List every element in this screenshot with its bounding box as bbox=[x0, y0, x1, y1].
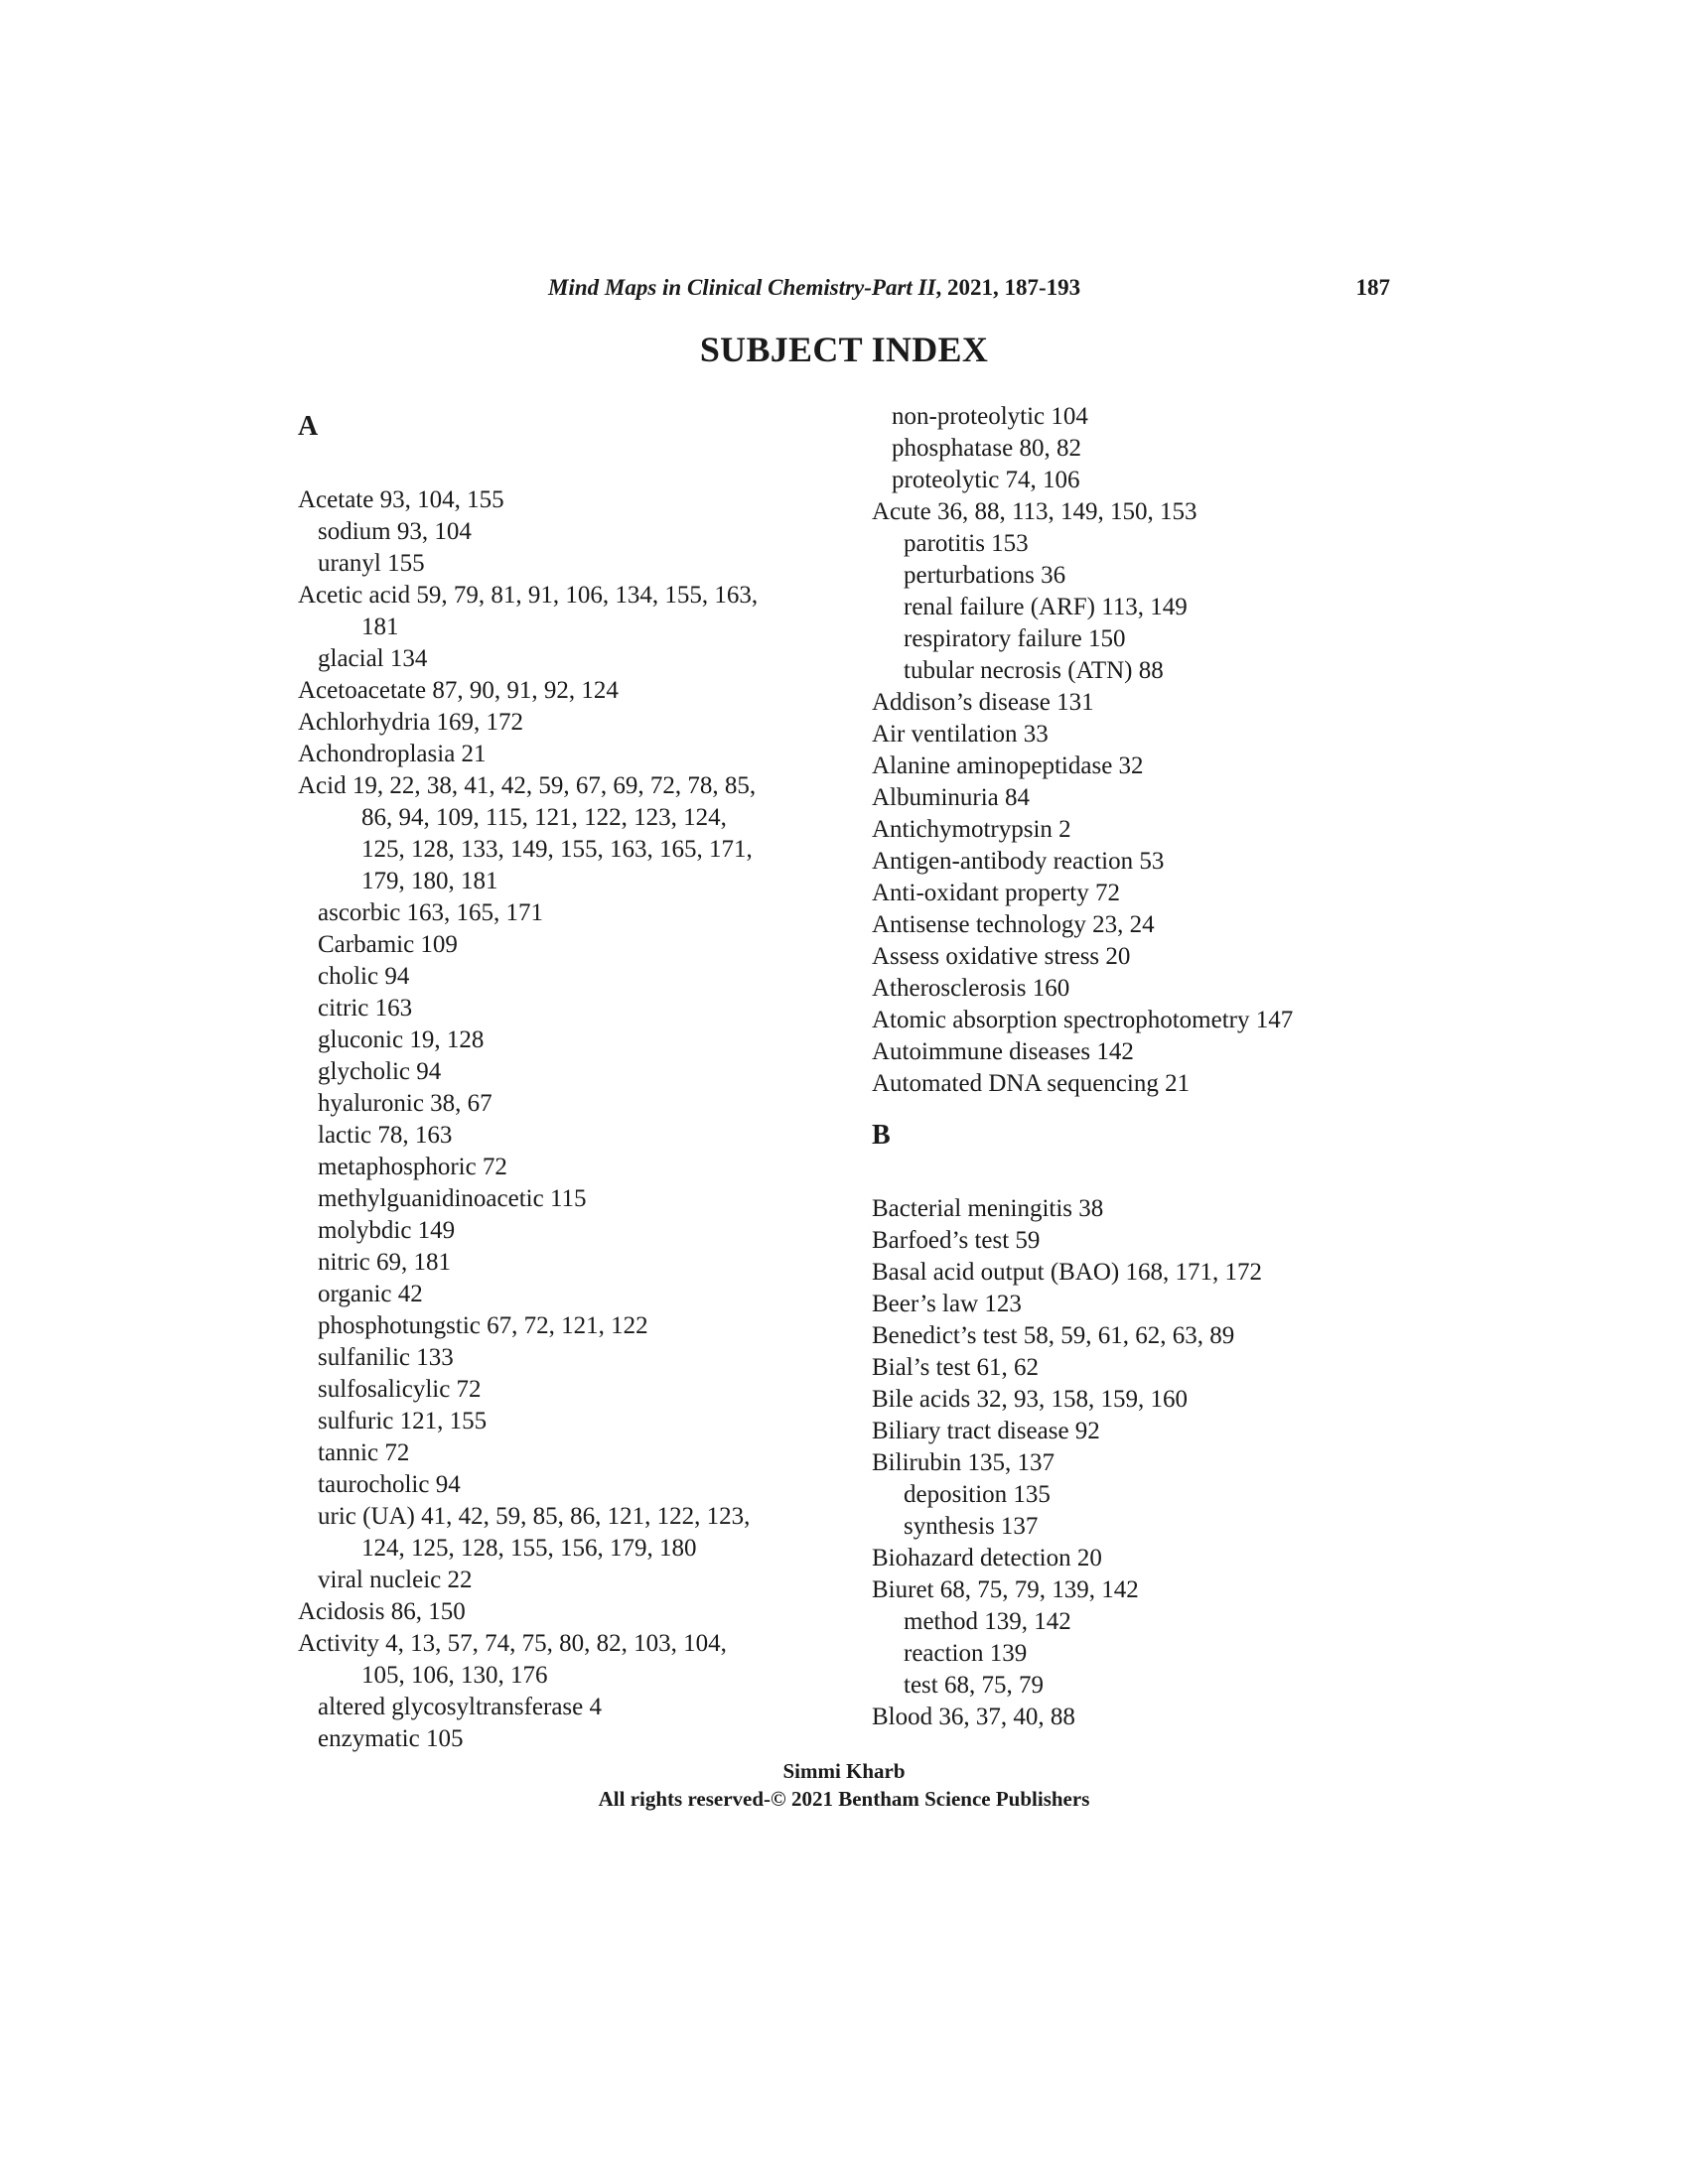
index-entry: Antichymotrypsin 2 bbox=[872, 816, 1071, 843]
index-subentry: taurocholic 94 bbox=[318, 1471, 461, 1498]
index-subentry: deposition 135 bbox=[904, 1481, 1051, 1508]
footer-copyright: All rights reserved-© 2021 Bentham Science Publishers bbox=[598, 1787, 1090, 1811]
index-entry: Anti-oxidant property 72 bbox=[872, 880, 1120, 906]
index-entry: Acute 36, 88, 113, 149, 150, 153 bbox=[872, 498, 1197, 525]
index-subentry: synthesis 137 bbox=[904, 1513, 1039, 1540]
index-subentry: sulfosalicylic 72 bbox=[318, 1376, 482, 1403]
index-entries-a bbox=[298, 484, 834, 1755]
index-entry: Bile acids 32, 93, 158, 159, 160 bbox=[872, 1386, 1189, 1413]
index-subentry: cholic 94 bbox=[318, 963, 410, 990]
index-subentry: tannic 72 bbox=[318, 1439, 410, 1466]
index-subentry: metaphosphoric 72 bbox=[318, 1154, 507, 1180]
index-subentry: renal failure (ARF) 113, 149 bbox=[904, 594, 1188, 620]
index-subentry: non-proteolytic 104 bbox=[892, 403, 1088, 430]
section-letter-b: B bbox=[872, 1120, 891, 1151]
index-entry: Benedict’s test 58, 59, 61, 62, 63, 89 bbox=[872, 1322, 1235, 1349]
index-subentry: proteolytic 74, 106 bbox=[892, 467, 1080, 493]
index-subentry: uric (UA) 41, 42, 59, 85, 86, 121, 122, 123, bbox=[318, 1503, 751, 1530]
index-entry: Assess oxidative stress 20 bbox=[872, 943, 1131, 970]
index-subentry: viral nucleic 22 bbox=[318, 1567, 473, 1593]
index-entry: Autoimmune diseases 142 bbox=[872, 1038, 1134, 1065]
index-subentry: organic 42 bbox=[318, 1281, 423, 1307]
index-entry: Acid 19, 22, 38, 41, 42, 59, 67, 69, 72, 78, 85, bbox=[298, 772, 757, 799]
index-subentry: nitric 69, 181 bbox=[318, 1249, 452, 1276]
index-subentry: reaction 139 bbox=[904, 1640, 1028, 1667]
index-entry: Activity 4, 13, 57, 74, 75, 80, 82, 103, 104, bbox=[298, 1630, 727, 1657]
index-entries-a-continued bbox=[872, 401, 1428, 1100]
index-entry: Atomic absorption spectrophotometry 147 bbox=[872, 1007, 1294, 1033]
index-subentry: Carbamic 109 bbox=[318, 931, 458, 958]
index-entry-continuation: 179, 180, 181 bbox=[361, 868, 498, 894]
index-entry: Albuminuria 84 bbox=[872, 784, 1031, 811]
index-subentry: glycholic 94 bbox=[318, 1058, 442, 1085]
index-subentry: altered glycosyltransferase 4 bbox=[318, 1694, 602, 1720]
index-subentry: hyaluronic 38, 67 bbox=[318, 1090, 492, 1117]
index-entry: Beer’s law 123 bbox=[872, 1291, 1022, 1317]
index-entry: Basal acid output (BAO) 168, 171, 172 bbox=[872, 1259, 1263, 1286]
index-subentry: ascorbic 163, 165, 171 bbox=[318, 899, 544, 926]
index-entry: Antigen-antibody reaction 53 bbox=[872, 848, 1165, 875]
index-entry: Bial’s test 61, 62 bbox=[872, 1354, 1040, 1381]
index-subentry: citric 163 bbox=[318, 995, 413, 1022]
footer-author: Simmi Kharb bbox=[782, 1759, 906, 1783]
journal-title: Mind Maps in Clinical Chemistry-Part II bbox=[548, 275, 936, 300]
index-entry: Alanine aminopeptidase 32 bbox=[872, 752, 1144, 779]
running-head bbox=[298, 270, 1390, 306]
index-entry: Blood 36, 37, 40, 88 bbox=[872, 1704, 1075, 1730]
index-subentry: tubular necrosis (ATN) 88 bbox=[904, 657, 1164, 684]
index-subentry: perturbations 36 bbox=[904, 562, 1066, 589]
index-entry-continuation: 105, 106, 130, 176 bbox=[361, 1662, 548, 1689]
index-subentry: molybdic 149 bbox=[318, 1217, 456, 1244]
index-entry-continuation: 124, 125, 128, 155, 156, 179, 180 bbox=[361, 1535, 697, 1562]
index-entry-continuation: 181 bbox=[361, 614, 399, 640]
section-letter-a: A bbox=[298, 411, 319, 442]
index-entry: Automated DNA sequencing 21 bbox=[872, 1070, 1191, 1097]
index-subentry: glacial 134 bbox=[318, 645, 428, 672]
index-subentry: lactic 78, 163 bbox=[318, 1122, 453, 1149]
page-footer bbox=[0, 1757, 1688, 1813]
index-subentry: respiratory failure 150 bbox=[904, 625, 1126, 652]
journal-citation bbox=[548, 270, 1080, 306]
index-entry: Antisense technology 23, 24 bbox=[872, 911, 1155, 938]
index-entry-continuation: 125, 128, 133, 149, 155, 163, 165, 171, bbox=[361, 836, 753, 863]
index-subentry: sodium 93, 104 bbox=[318, 518, 472, 545]
index-entry: Atherosclerosis 160 bbox=[872, 975, 1070, 1002]
index-entry-continuation: 86, 94, 109, 115, 121, 122, 123, 124, bbox=[361, 804, 727, 831]
index-subentry: method 139, 142 bbox=[904, 1608, 1071, 1635]
index-subentry: methylguanidinoacetic 115 bbox=[318, 1185, 587, 1212]
index-entry: Bacterial meningitis 38 bbox=[872, 1195, 1104, 1222]
index-entry: Acetic acid 59, 79, 81, 91, 106, 134, 155, 163, bbox=[298, 582, 759, 609]
index-column-right bbox=[872, 401, 1428, 1733]
index-entry: Acidosis 86, 150 bbox=[298, 1598, 466, 1625]
index-subentry: parotitis 153 bbox=[904, 530, 1029, 557]
index-entry: Addison’s disease 131 bbox=[872, 689, 1094, 716]
index-entry: Biohazard detection 20 bbox=[872, 1545, 1102, 1571]
index-subentry: phosphotungstic 67, 72, 121, 122 bbox=[318, 1312, 648, 1339]
index-subentry: enzymatic 105 bbox=[318, 1725, 464, 1752]
index-entry: Achondroplasia 21 bbox=[298, 741, 487, 767]
index-entry: Acetate 93, 104, 155 bbox=[298, 486, 504, 513]
index-entry: Achlorhydria 169, 172 bbox=[298, 709, 524, 736]
index-subentry: uranyl 155 bbox=[318, 550, 425, 577]
index-subentry: test 68, 75, 79 bbox=[904, 1672, 1044, 1699]
page-number: 187 bbox=[1355, 275, 1390, 300]
index-entry: Biliary tract disease 92 bbox=[872, 1418, 1100, 1444]
page-title: SUBJECT INDEX bbox=[699, 330, 989, 369]
index-entries-b bbox=[872, 1193, 1428, 1733]
index-entry: Barfoed’s test 59 bbox=[872, 1227, 1041, 1254]
index-subentry: phosphatase 80, 82 bbox=[892, 435, 1081, 462]
index-entry: Biuret 68, 75, 79, 139, 142 bbox=[872, 1576, 1139, 1603]
index-column-left bbox=[298, 401, 834, 1755]
index-entry: Air ventilation 33 bbox=[872, 721, 1049, 748]
index-subentry: sulfuric 121, 155 bbox=[318, 1408, 488, 1434]
index-entry: Acetoacetate 87, 90, 91, 92, 124 bbox=[298, 677, 619, 704]
journal-volume-pages: , 2021, 187-193 bbox=[935, 275, 1081, 300]
index-entry: Bilirubin 135, 137 bbox=[872, 1449, 1055, 1476]
index-subentry: gluconic 19, 128 bbox=[318, 1026, 485, 1053]
index-subentry: sulfanilic 133 bbox=[318, 1344, 454, 1371]
